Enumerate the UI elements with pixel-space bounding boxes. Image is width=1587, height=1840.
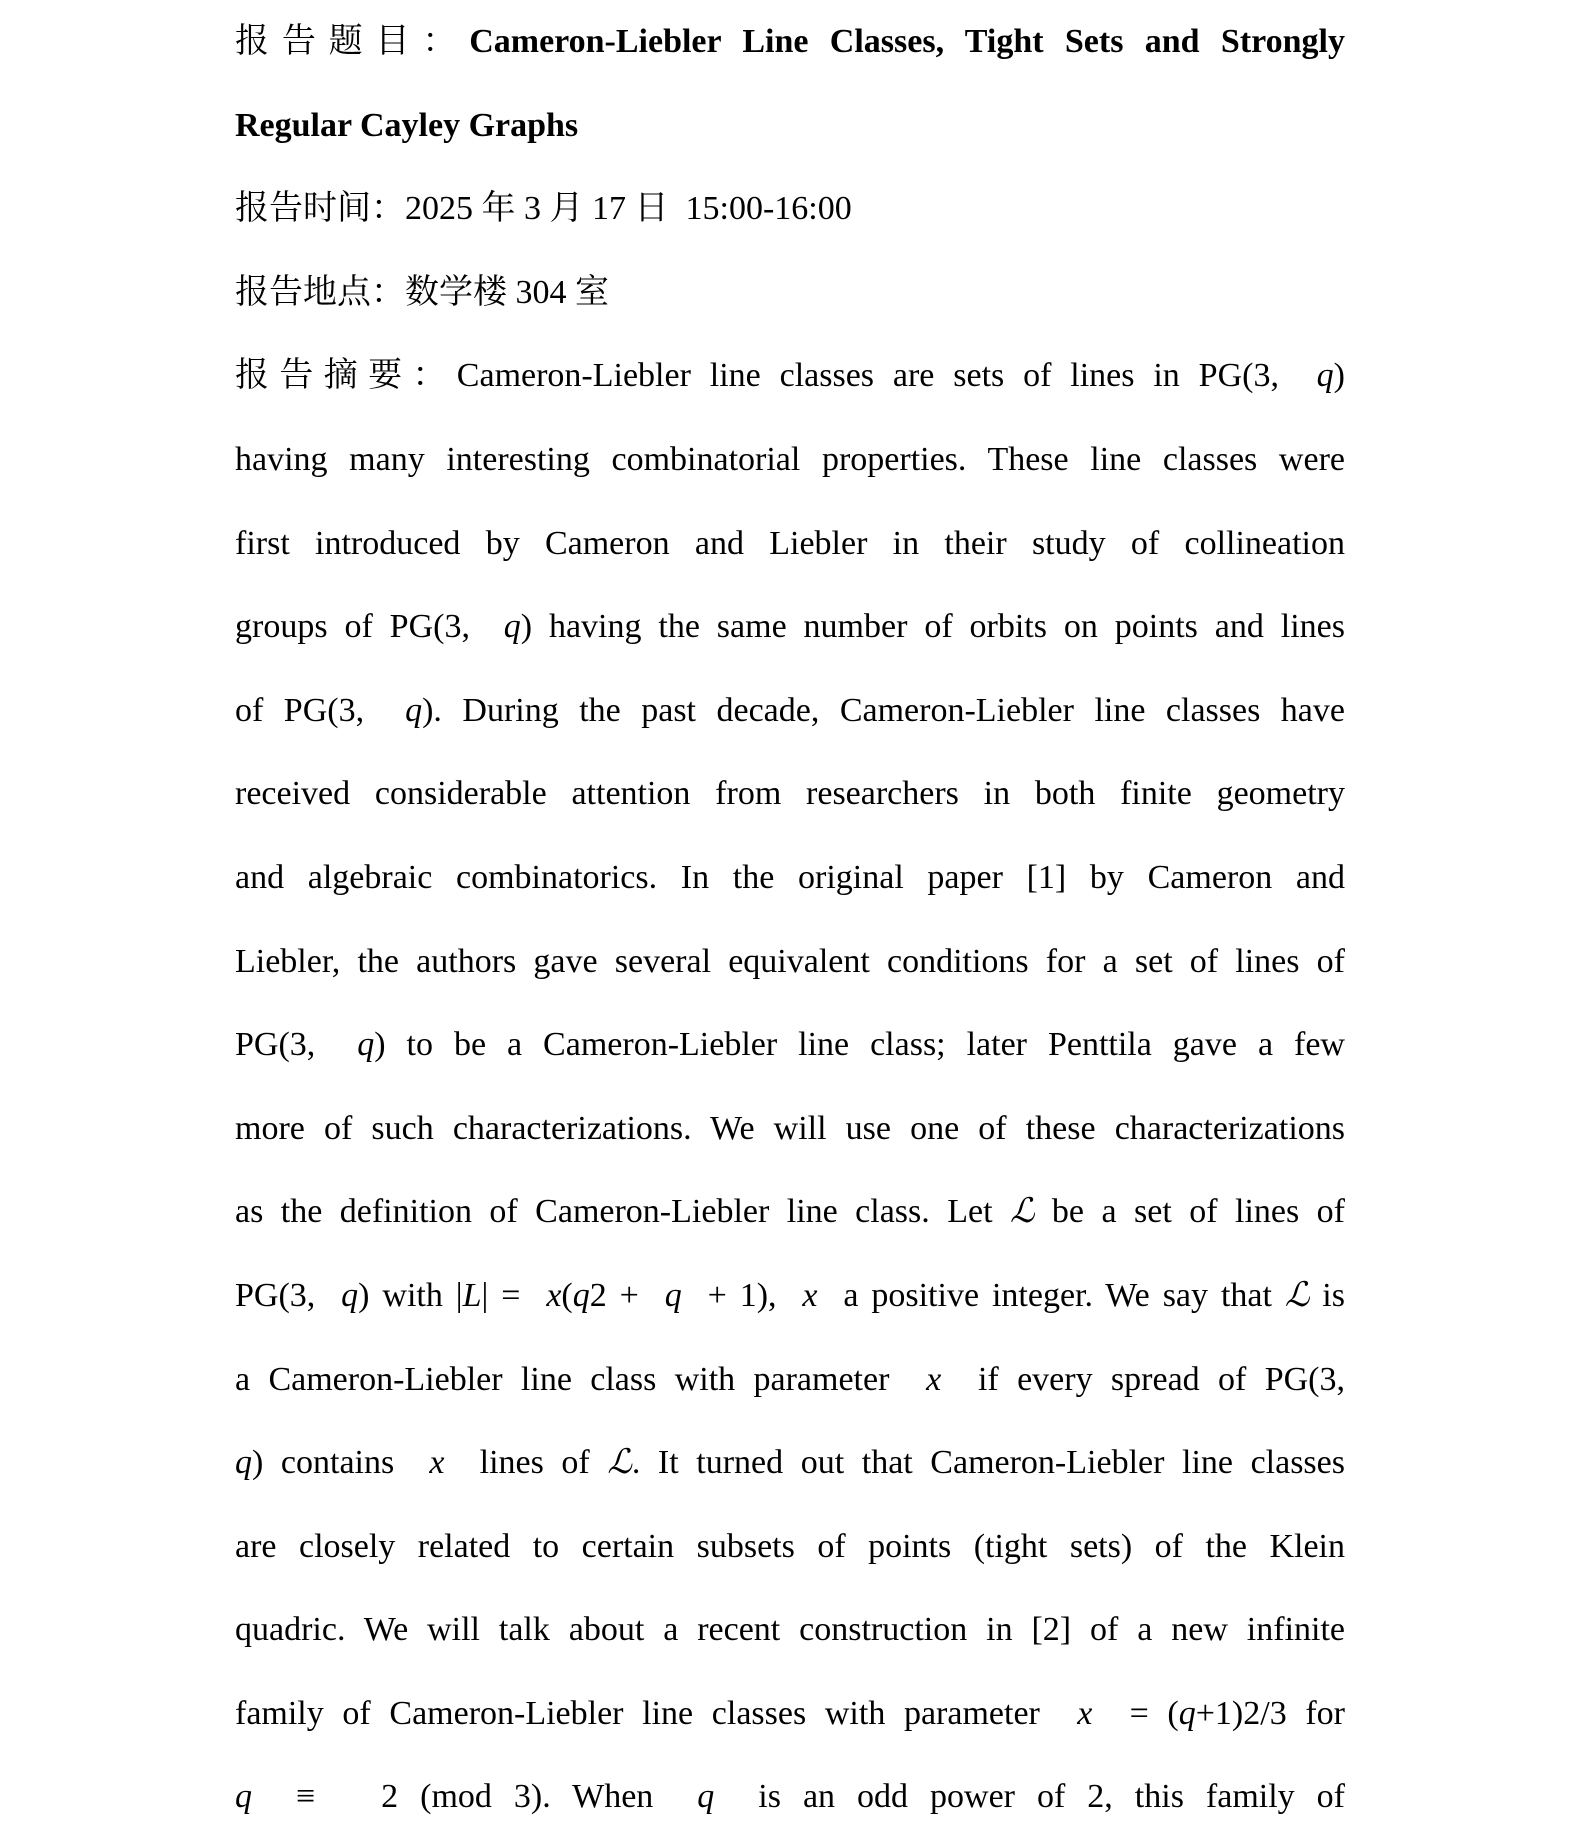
text-segment: ) with | [358,1276,463,1314]
text-line [235,1672,1345,1756]
text-segment: lines of [444,1444,608,1482]
text-line [235,1003,1345,1087]
label-segment: 报告摘要： [235,357,457,395]
seminar-announcement-document [235,0,1345,1839]
text-line [235,251,1345,335]
text-segment: are closely related to certain subsets of points (tight sets) of the Klein [235,1527,1345,1565]
text-segment: quadric. We will talk about a recent construction in [2] of a new infinite [235,1611,1345,1649]
text-line [235,752,1345,836]
text-line [235,1254,1345,1338]
text-line [235,1087,1345,1171]
text-segment: ) to be a Cameron-Liebler line class; later Penttila gave a few [374,1026,1345,1064]
text-segment: ) contains [252,1444,430,1482]
text-segment: be a set of lines of [1034,1193,1345,1231]
text-segment: x [802,1276,818,1314]
text-segment: q [235,1778,252,1816]
text-segment: q [405,691,423,729]
text-segment: | = [481,1276,547,1314]
text-line [235,1505,1345,1589]
text-line [235,1170,1345,1254]
text-segment: PG(3, [235,1276,342,1314]
text-segment: +1)2/3 for [1195,1694,1345,1732]
text-segment: x [1077,1694,1093,1732]
label-segment: 报告题目： [235,23,470,60]
text-line [235,1588,1345,1672]
text-segment: = ( [1092,1694,1179,1732]
text-segment: q [697,1778,715,1816]
text-segment: Regular Cayley Graphs [235,106,579,144]
text-segment: family of Cameron-Liebler line classes with parameter [235,1694,1078,1732]
text-segment: . It turned out that Cameron-Liebler line classes [631,1444,1345,1482]
text-segment: ). During the past decade, Cameron-Liebler line classes have [422,691,1345,729]
text-segment: ( [561,1276,573,1314]
text-line [235,418,1345,502]
text-segment: q [341,1276,359,1314]
text-segment: received considerable attention from researchers in both finite geometry [235,775,1345,813]
text-segment: x [926,1360,942,1398]
document-lines [235,0,1345,1839]
text-segment: ≡ 2 (mod 3). When [252,1778,698,1816]
text-line [235,167,1345,251]
text-segment: first introduced by Cameron and Liebler in their study of collineation [235,524,1345,562]
text-line [235,1421,1345,1505]
text-segment: Liebler, the authors gave several equivalent conditions for a set of lines of [235,942,1345,980]
text-segment: of PG(3, [235,691,406,729]
text-segment: if every spread of PG(3, [941,1360,1345,1398]
text-segment: and algebraic combinatorics. In the original paper [1] by Cameron and [235,858,1345,896]
text-segment: PG(3, [235,1026,358,1064]
label-segment: 报告地点： [235,273,405,311]
text-line [235,84,1345,168]
text-line [235,1755,1345,1839]
text-segment: a positive integer. We say that [817,1276,1285,1314]
text-segment: ) [1333,357,1345,395]
label-segment: 数学楼 304 室 [405,273,609,311]
text-line [235,920,1345,1004]
text-line [235,669,1345,753]
text-segment: q [357,1026,375,1064]
text-segment: is an odd power of 2, this family of [714,1778,1345,1816]
label-segment: 报告时间： [235,190,405,228]
text-segment: a Cameron-Liebler line class with parameter [235,1360,927,1398]
text-segment: 2025 年 3 月 17 日 15:00-16:00 [405,190,852,228]
text-segment: is [1309,1276,1345,1314]
text-segment: L [462,1276,482,1314]
text-line [235,334,1345,418]
text-segment: q [1316,357,1334,395]
text-segment: x [429,1444,445,1482]
text-line [235,585,1345,669]
text-line [235,0,1345,84]
text-line [235,1338,1345,1422]
text-segment: ) having the same number of orbits on points and lines [520,608,1345,646]
text-segment: ℒ [1284,1276,1310,1314]
text-segment: ℒ [1009,1193,1035,1231]
text-segment: x [546,1276,562,1314]
text-segment: Cameron-Liebler Line Classes, Tight Sets and Strongly [469,23,1345,60]
text-segment: + 1), [681,1276,803,1314]
text-segment: q [1178,1694,1196,1732]
text-line [235,836,1345,920]
text-segment: having many interesting combinatorial properties. These line classes were [235,440,1345,478]
text-line [235,502,1345,586]
text-segment: ℒ [607,1444,632,1482]
text-segment: q [572,1276,590,1314]
text-segment: as the definition of Cameron-Liebler line class. Let [235,1193,1010,1231]
text-segment: Cameron-Liebler line classes are sets of lines in PG(3, [456,357,1317,395]
text-segment: 2 + [589,1276,665,1314]
text-segment: groups of PG(3, [235,608,504,646]
text-segment: q [664,1276,682,1314]
text-segment: more of such characterizations. We will use one of these characterizations [235,1109,1345,1147]
text-segment: q [503,608,521,646]
text-segment: q [235,1444,252,1482]
